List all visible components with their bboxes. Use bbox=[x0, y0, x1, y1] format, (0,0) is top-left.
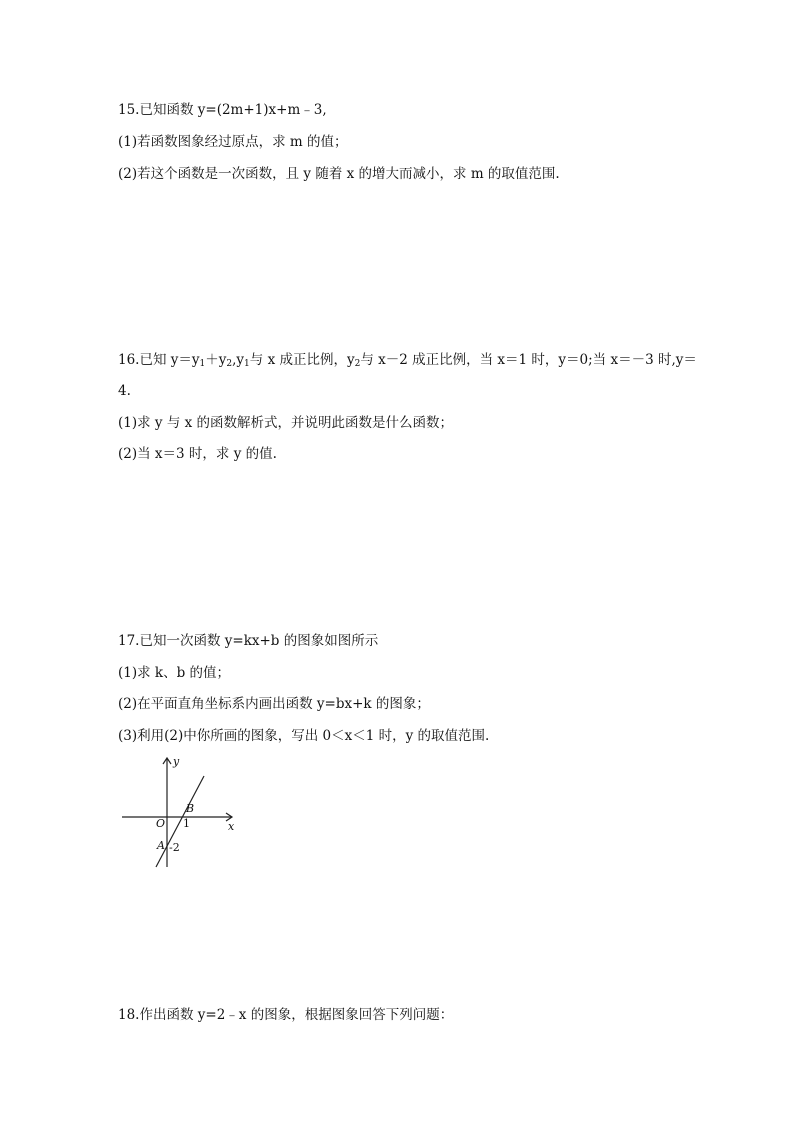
q16-part2: (2)当 x＝3 时，求 y 的值. bbox=[118, 446, 277, 462]
q16-stem bbox=[118, 351, 697, 369]
q17-stem: 17.已知一次函数 y=kx+b 的图象如图所示 bbox=[118, 633, 379, 649]
label-y: y bbox=[173, 755, 180, 768]
label-b: B bbox=[186, 802, 195, 815]
q17-part1: (1)求 k、b 的值； bbox=[118, 665, 231, 681]
q16-sub2: 2 bbox=[226, 359, 233, 369]
q18-stem: 18.作出函数 y=2﹣x 的图象，根据图象回答下列问题： bbox=[118, 1007, 454, 1023]
q15-stem: 15.已知函数 y=(2m+1)x+m﹣3, bbox=[118, 102, 327, 118]
label-o: O bbox=[156, 817, 166, 830]
label-one: 1 bbox=[183, 817, 190, 830]
q15-part2: (2)若这个函数是一次函数，且 y 随着 x 的增大而减小，求 m 的取值范围. bbox=[118, 166, 560, 182]
q16-sub1: 1 bbox=[199, 359, 206, 369]
q17-part3: (3)利用(2)中你所画的图象，写出 0＜x＜1 时，y 的取值范围. bbox=[118, 728, 490, 744]
q16-stem-d: 与 x 成正比例，y bbox=[249, 352, 355, 368]
q16-sub3: 1 bbox=[244, 359, 250, 369]
label-neg-two: -2 bbox=[169, 841, 180, 854]
q16-stem-c: ,y bbox=[232, 352, 245, 368]
q16-stem-e: 与 x－2 成正比例，当 x＝1 时，y＝0;当 x＝－3 时,y＝ bbox=[360, 352, 697, 368]
q17-part2: (2)在平面直角坐标系内画出函数 y=bx+k 的图象； bbox=[118, 696, 430, 712]
q15-part1: (1)若函数图象经过原点，求 m 的值； bbox=[118, 134, 348, 150]
label-a: A bbox=[157, 839, 165, 852]
q16-stem-cont: 4. bbox=[118, 383, 131, 399]
q16-stem-b: ＋y bbox=[205, 352, 227, 368]
q17-figure bbox=[118, 753, 248, 873]
q16-part1: (1)求 y 与 x 的函数解析式，并说明此函数是什么函数； bbox=[118, 415, 454, 431]
label-x: x bbox=[228, 820, 235, 833]
q16-sub4: 2 bbox=[354, 359, 361, 369]
q16-stem-a: 16.已知 y＝y bbox=[118, 352, 200, 368]
